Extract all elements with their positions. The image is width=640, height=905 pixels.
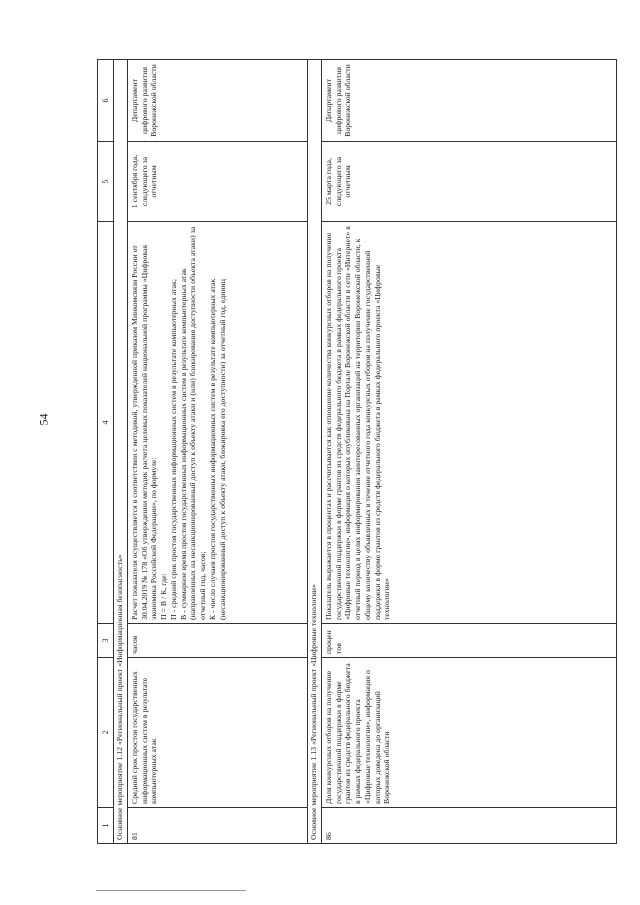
scan-edge-line [96,890,246,891]
row-number: 86 [322,808,617,844]
reporting-deadline: 1 сентября года, следующего за отчетным [128,142,308,222]
calculation-method: Показатель выражается в процентах и рассчитывается как отношение количества конкурсных отборов на получение государственной поддержки в форме грантов из средств федерального бюджета в рамках федерального проекта «Цифровые технологии», информация о которых опубликована на Портале Воронежской области в сети «Интернет» в отчетный период в целях информирования заинтересованных организаций на территории Воронежской области, к общему количеству объявленных в течение отчетного года конкурсных отборов на получение государственной поддержки в форме грантов из средств федерального бюджета в рамках федерального проекта «Цифровые технологии» [322,222,617,624]
unit-of-measure: процентов [322,624,617,658]
column-number-5: 5 [98,142,114,222]
column-number-3: 3 [98,624,114,658]
section-row [308,60,322,844]
indicator-name: Доля конкурсных отборов на получение государственной поддержки в форме грантов из средств федерального бюджета в рамках федерального проекта «Цифровые технологии», информация о которых доведена до организаций Воронежской области [322,658,617,808]
section-title: Основное мероприятие 1.13 «Региональный проект «Цифровые технологии» [308,60,322,844]
column-number-header-row [98,60,114,844]
column-number-4: 4 [98,222,114,624]
reporting-deadline: 25 марта года, следующего за отчетным [322,142,617,222]
column-number-6: 6 [98,60,114,142]
responsible-body: Департамент цифрового развития Воронежской области [322,60,617,142]
indicator-name: Средний срок простоя государственных информационных систем в результате компьютерных атак [128,658,308,808]
calculation-method: Расчет показателя осуществляется в соответствии с методикой, утвержденной приказом Минкомсвязи России от 30.04.2019 № 178 «Об утверждении методик расчета целевых показателей национальной программы «Цифровая экономика Российской Федерации», по формуле: П = В / К, где: П - средний срок простоя государственных информационных систем в результате компьютерных атак; В - суммарное время простоя государственных информационных систем в результате компьютерных атак (направленных на несанкционированный доступ к объекту атаки и (или) блокирования доступности объекта атаки) за отчетный год, часов; К - число случаев простоя государственных информационных систем в результате компьютерных атак (несанкционированный доступ к объекту атаки, блокировка его доступности) за отчетный год, единиц [128,222,308,624]
section-row [114,60,128,844]
column-number-1: 1 [98,808,114,844]
table-row [128,60,308,844]
column-number-2: 2 [98,658,114,808]
unit-of-measure: часов [128,624,308,658]
responsible-body: Департамент цифрового развития Воронежской области [128,60,308,142]
page-number: 54 [36,413,51,426]
document-table [97,60,639,844]
section-title: Основное мероприятие 1.12 «Региональный проект «Информационная безопасность» [114,60,128,844]
row-number: 81 [128,808,308,844]
table-row [322,60,617,844]
